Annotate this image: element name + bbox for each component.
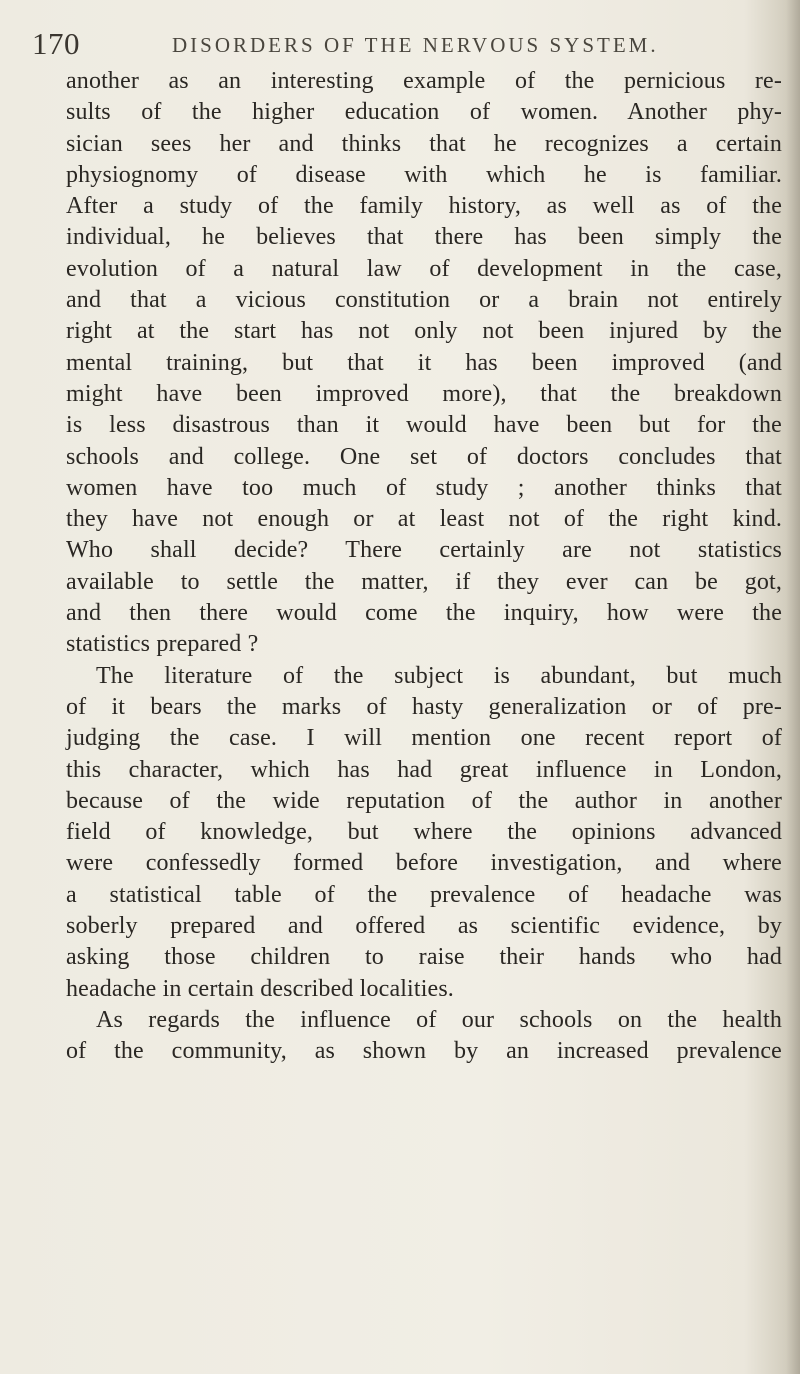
text-line: sults of the higher education of women. Another phy-: [66, 99, 782, 126]
text-line: sician sees her and thinks that he recognizes a certain: [66, 130, 782, 157]
text-line: and then there would come the inquiry, how were the: [66, 600, 782, 627]
text-line: Who shall decide? There certainly are not statistics: [66, 537, 782, 564]
text-line: is less disastrous than it would have been but for the: [66, 412, 782, 439]
text-line: a statistical table of the prevalence of headache was: [66, 881, 782, 908]
text-line: evolution of a natural law of development in the case,: [66, 255, 782, 282]
text-line: women have too much of study ; another thinks that: [66, 474, 782, 501]
page-header: [32, 24, 752, 64]
body-text: [66, 66, 782, 1068]
text-line: After a study of the family history, as well as of the: [66, 193, 782, 220]
text-line: this character, which has had great influence in London,: [66, 756, 782, 783]
text-line: The literature of the subject is abundant, but much: [96, 662, 782, 689]
text-line: another as an interesting example of the pernicious re-: [66, 68, 782, 94]
text-line: statistics prepared ?: [66, 631, 259, 658]
text-line: available to settle the matter, if they ever can be got,: [66, 568, 782, 595]
text-line: physiognomy of disease with which he is familiar.: [66, 161, 782, 188]
page-edge-shadow: [786, 0, 800, 1374]
text-line: because of the wide reputation of the author in another: [66, 787, 782, 814]
text-line: asking those children to raise their hands who had: [66, 944, 782, 971]
text-line: right at the start has not only not been injured by the: [66, 318, 782, 345]
text-line: As regards the influence of our schools on the health: [96, 1006, 782, 1033]
text-line: mental training, but that it has been improved (and: [66, 349, 782, 376]
text-line: headache in certain described localities.: [66, 975, 454, 1002]
page-number: 170: [32, 26, 80, 61]
text-line: might have been improved more), that the breakdown: [66, 380, 782, 407]
text-line: of the community, as shown by an increased prevalence: [66, 1038, 782, 1065]
text-line: individual, he believes that there has been simply the: [66, 224, 782, 251]
text-line: of it bears the marks of hasty generalization or of pre-: [66, 693, 782, 720]
text-line: judging the case. I will mention one recent report of: [66, 725, 782, 752]
text-line: and that a vicious constitution or a brain not entirely: [66, 287, 782, 314]
text-line: soberly prepared and offered as scientific evidence, by: [66, 913, 782, 940]
text-line: field of knowledge, but where the opinions advanced: [66, 819, 782, 846]
text-line: they have not enough or at least not of the right kind.: [66, 506, 782, 533]
running-head: DISORDERS OF THE NERVOUS SYSTEM.: [172, 33, 659, 57]
text-line: schools and college. One set of doctors concludes that: [66, 443, 782, 470]
text-line: were confessedly formed before investigation, and where: [66, 850, 782, 877]
